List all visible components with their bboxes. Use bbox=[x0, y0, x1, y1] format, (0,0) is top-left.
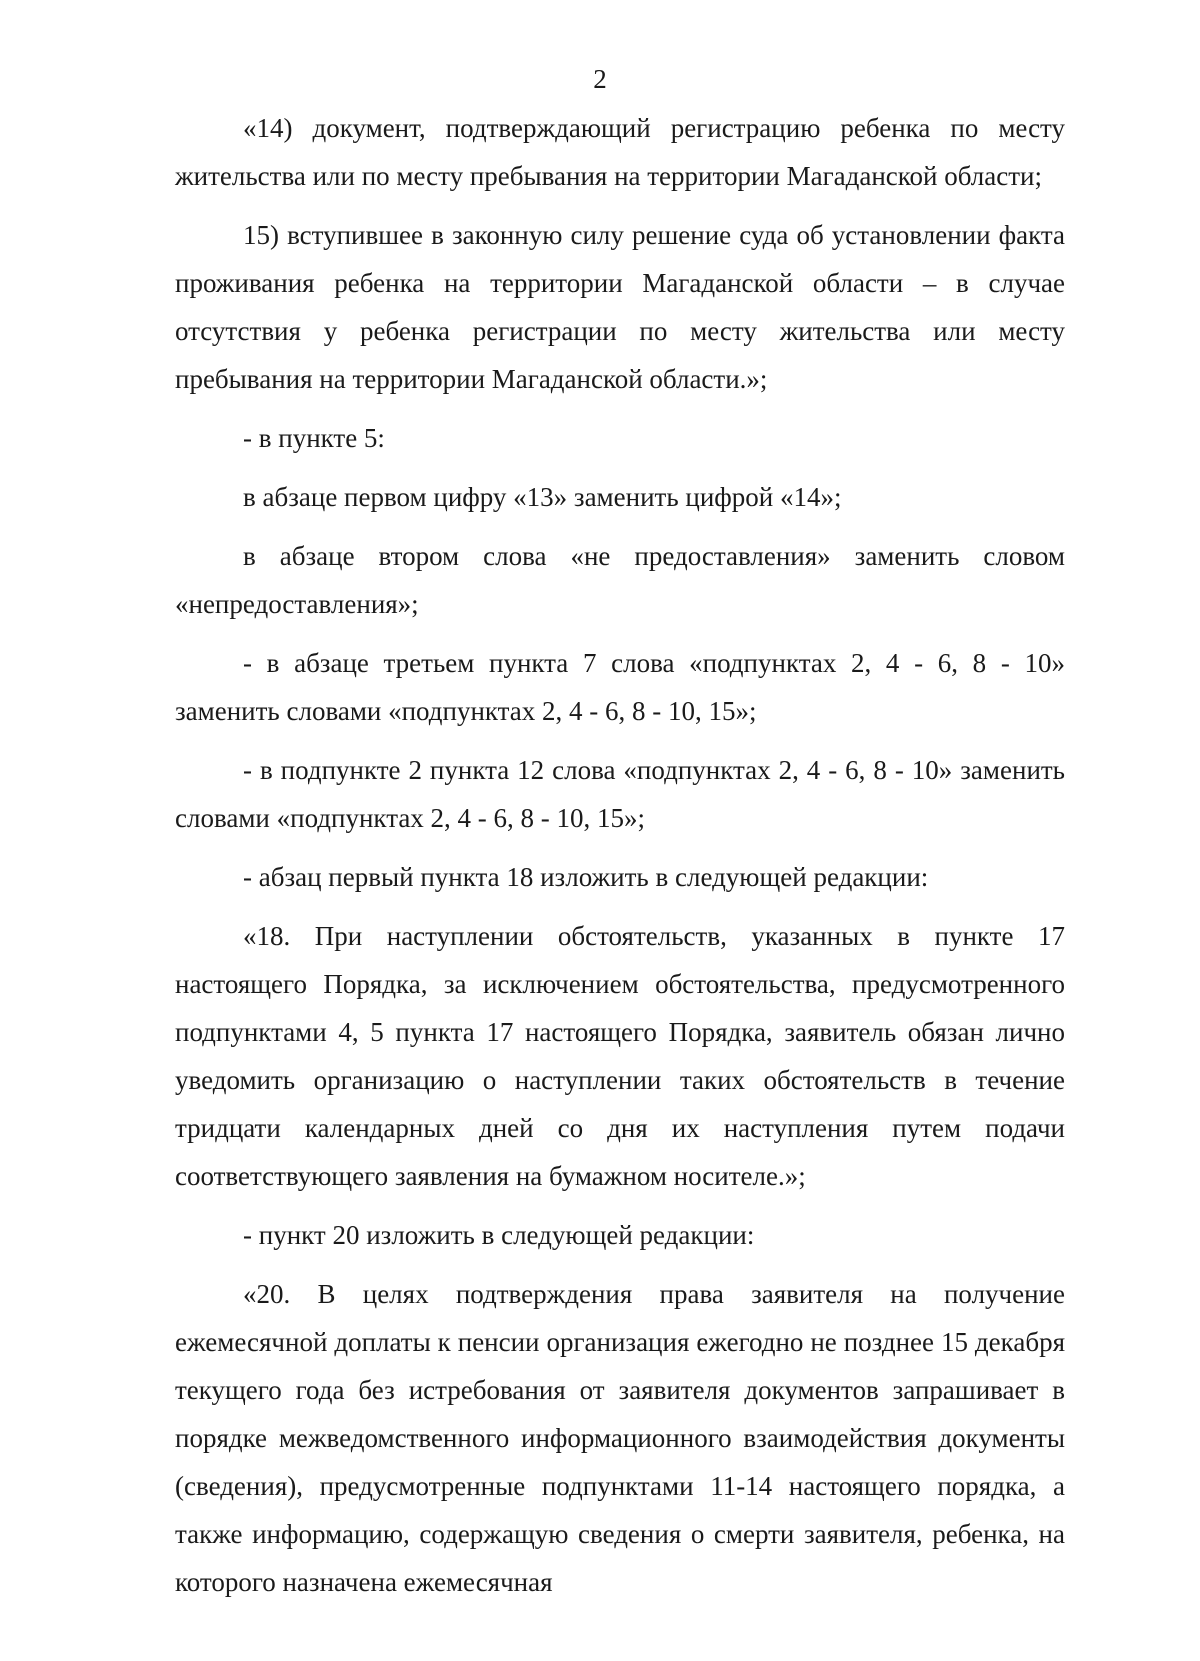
paragraph-point-20-text: «20. В целях подтверждения права заявителя на получение ежемесячной доплаты к пенсии организация ежегодно не позднее 15 декабря текущего года без истребования от заявителя документов запрашивает в порядке межведомственного информационного взаимодействия документы (сведения), предусмотренные подпунктами 11-14 настоящего порядка, а также информацию, содержащую сведения о смерти заявителя, ребенка, на которого назначена ежемесячная bbox=[175, 1279, 1065, 1597]
paragraph-subpoint-15: 15) вступившее в законную силу решение суда об установлении факта проживания ребенка на территории Магаданской области – в случае отсутствия у ребенка регистрации по месту жительства или месту пребывания на территории Магаданской области.»; bbox=[175, 220, 1065, 394]
document-body bbox=[175, 104, 1065, 1606]
paragraph-point-5-second: в абзаце втором слова «не предоставления» заменить словом «непредоставления»; bbox=[175, 541, 1065, 619]
paragraph-point-18-text: «18. При наступлении обстоятельств, указанных в пункте 17 настоящего Порядка, за исключением обстоятельства, предусмотренного подпунктами 4, 5 пункта 17 настоящего Порядка, заявитель обязан лично уведомить организацию о наступлении таких обстоятельств в течение тридцати календарных дней со дня их наступления путем подачи соответствующего заявления на бумажном носителе.»; bbox=[175, 921, 1065, 1191]
paragraph-point-7: - в абзаце третьем пункта 7 слова «подпунктах 2, 4 - 6, 8 - 10» заменить словами «подпунктах 2, 4 - 6, 8 - 10, 15»; bbox=[175, 648, 1065, 726]
paragraph-point-20-intro: - пункт 20 изложить в следующей редакции: bbox=[243, 1220, 755, 1250]
paragraph-subpoint-14: «14) документ, подтверждающий регистрацию ребенка по месту жительства или по месту пребывания на территории Магаданской области; bbox=[175, 113, 1065, 191]
paragraph-point-5-intro: - в пункте 5: bbox=[243, 423, 385, 453]
paragraph-point-12: - в подпункте 2 пункта 12 слова «подпунктах 2, 4 - 6, 8 - 10» заменить словами «подпунктах 2, 4 - 6, 8 - 10, 15»; bbox=[175, 755, 1065, 833]
paragraph-point-5-first: в абзаце первом цифру «13» заменить цифрой «14»; bbox=[243, 482, 842, 512]
paragraph-point-18-intro: - абзац первый пункта 18 изложить в следующей редакции: bbox=[243, 862, 929, 892]
page-number: 2 bbox=[593, 64, 607, 94]
